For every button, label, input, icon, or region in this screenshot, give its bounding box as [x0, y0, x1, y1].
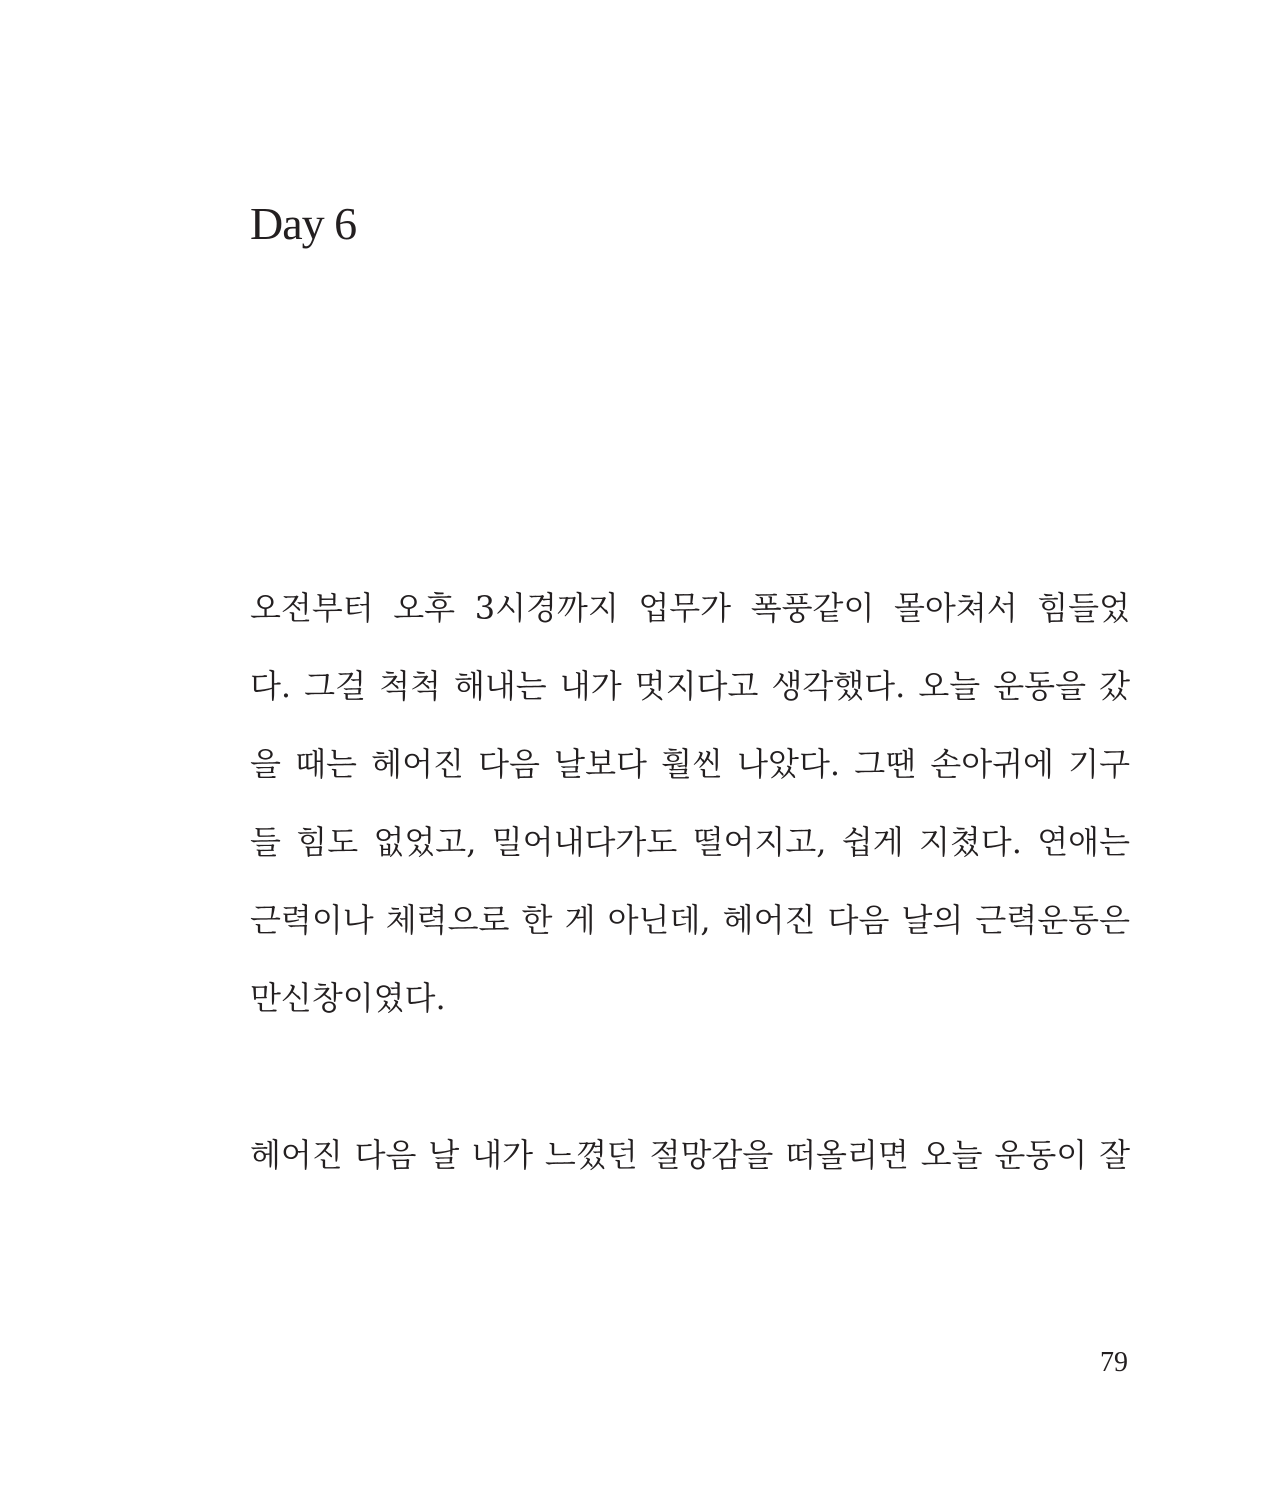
text-line: 다. 그걸 척척 해내는 내가 멋지다고 생각했다. 오늘 운동을 갔: [250, 667, 1130, 705]
page-number: 79: [1100, 1347, 1128, 1378]
paragraph-1: [250, 569, 1130, 1037]
text-line: 만신창이였다.: [250, 979, 446, 1017]
text-line: 을 때는 헤어진 다음 날보다 훨씬 나았다. 그땐 손아귀에 기구: [250, 745, 1130, 783]
paragraph-2: [250, 1116, 1130, 1194]
text-line: 헤어진 다음 날 내가 느꼈던 절망감을 떠올리면 오늘 운동이 잘: [250, 1136, 1130, 1174]
text-line: 들 힘도 없었고, 밀어내다가도 떨어지고, 쉽게 지쳤다. 연애는: [250, 823, 1130, 861]
chapter-title: Day 6: [250, 198, 357, 249]
text-line: 오전부터 오후 3시경까지 업무가 폭풍같이 몰아쳐서 힘들었: [250, 589, 1130, 627]
text-line: 근력이나 체력으로 한 게 아닌데, 헤어진 다음 날의 근력운동은: [250, 901, 1130, 939]
